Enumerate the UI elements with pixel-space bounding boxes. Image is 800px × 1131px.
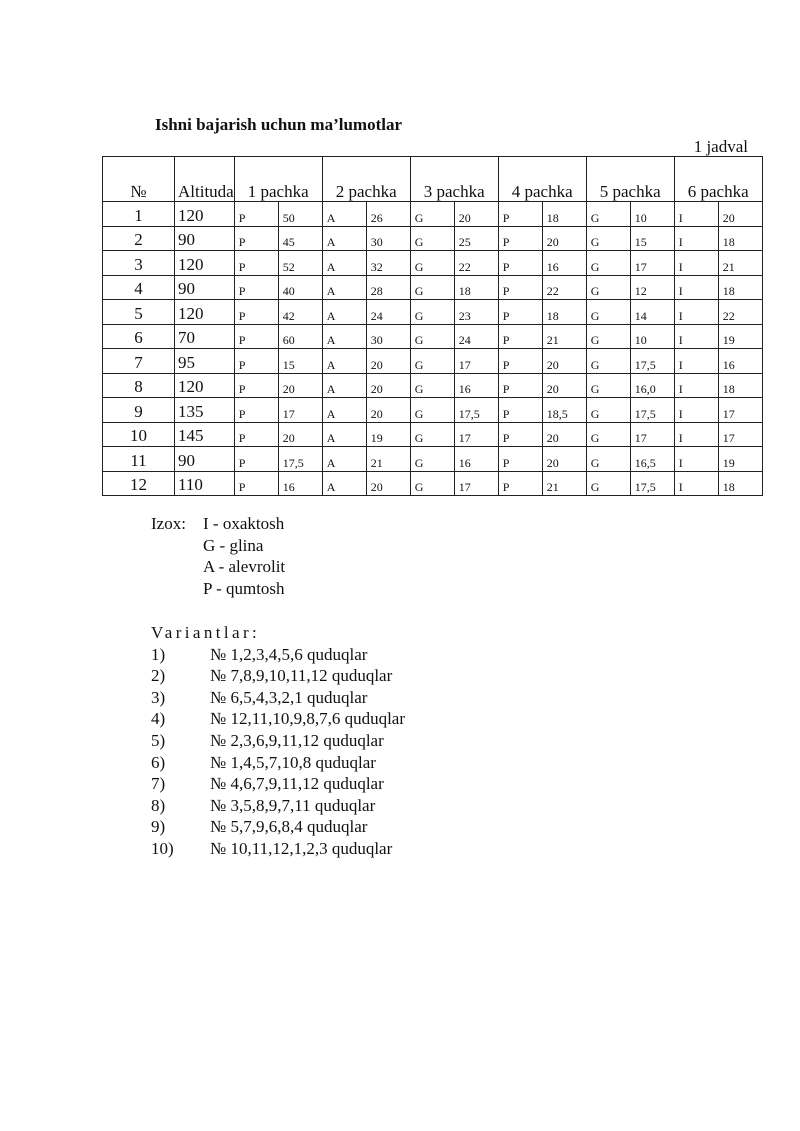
legend-item: I - oxaktosh — [203, 514, 285, 533]
thickness-cell: 50 — [278, 202, 322, 227]
well-number-cell: 5 — [103, 300, 175, 325]
lithology-cell: P — [498, 447, 542, 472]
lithology-cell: G — [586, 300, 630, 325]
header-group-3: 3 pachka — [410, 157, 498, 202]
thickness-cell: 21 — [542, 324, 586, 349]
well-number-cell: 9 — [103, 398, 175, 423]
thickness-cell: 20 — [278, 373, 322, 398]
altitude-cell: 110 — [175, 471, 235, 496]
thickness-cell: 26 — [366, 202, 410, 227]
thickness-cell: 18 — [718, 275, 762, 300]
lithology-cell: G — [586, 398, 630, 423]
lithology-cell: G — [410, 471, 454, 496]
lithology-cell: G — [410, 398, 454, 423]
table-row — [103, 398, 763, 423]
variant-item — [151, 730, 405, 752]
thickness-cell: 19 — [718, 447, 762, 472]
lithology-cell: P — [234, 202, 278, 227]
thickness-cell: 16 — [278, 471, 322, 496]
lithology-cell: G — [586, 422, 630, 447]
thickness-cell: 17 — [630, 422, 674, 447]
variant-number: 10) — [151, 838, 174, 858]
table-row — [103, 349, 763, 374]
thickness-cell: 18,5 — [542, 398, 586, 423]
thickness-cell: 17 — [454, 349, 498, 374]
thickness-cell: 14 — [630, 300, 674, 325]
lithology-cell: P — [498, 422, 542, 447]
thickness-cell: 16 — [454, 447, 498, 472]
well-number-cell: 11 — [103, 447, 175, 472]
lithology-cell: P — [498, 471, 542, 496]
lithology-cell: G — [410, 251, 454, 276]
lithology-cell: I — [674, 275, 718, 300]
variant-item — [151, 838, 405, 860]
header-group-2: 2 pachka — [322, 157, 410, 202]
thickness-cell: 19 — [718, 324, 762, 349]
lithology-cell: I — [674, 226, 718, 251]
lithology-cell: A — [322, 202, 366, 227]
lithology-cell: P — [234, 324, 278, 349]
lithology-cell: P — [234, 300, 278, 325]
thickness-cell: 17,5 — [454, 398, 498, 423]
lithology-cell: G — [410, 300, 454, 325]
thickness-cell: 18 — [454, 275, 498, 300]
thickness-cell: 20 — [542, 349, 586, 374]
variant-number: 7) — [151, 774, 166, 794]
lithology-cell: G — [410, 422, 454, 447]
thickness-cell: 20 — [542, 447, 586, 472]
thickness-cell: 16,5 — [630, 447, 674, 472]
lithology-cell: P — [498, 226, 542, 251]
thickness-cell: 28 — [366, 275, 410, 300]
thickness-cell: 42 — [278, 300, 322, 325]
variant-text: № 3,5,8,9,7,11 quduqlar — [210, 795, 376, 815]
variant-item — [151, 816, 405, 838]
lithology-cell: I — [674, 373, 718, 398]
variant-text: № 1,4,5,7,10,8 quduqlar — [210, 752, 376, 772]
well-number-cell: 8 — [103, 373, 175, 398]
thickness-cell: 10 — [630, 324, 674, 349]
document-title: Ishni bajarish uchun ma’lumotlar — [155, 115, 403, 134]
header-no: № — [103, 157, 175, 202]
altitude-cell: 90 — [175, 447, 235, 472]
legend-item: G - glina — [203, 535, 264, 555]
table-row — [103, 202, 763, 227]
lithology-cell: A — [322, 226, 366, 251]
lithology-cell: P — [498, 251, 542, 276]
thickness-cell: 21 — [366, 447, 410, 472]
thickness-cell: 21 — [718, 251, 762, 276]
thickness-cell: 45 — [278, 226, 322, 251]
variant-number: 6) — [151, 752, 166, 772]
altitude-cell: 120 — [175, 300, 235, 325]
lithology-cell: P — [498, 300, 542, 325]
thickness-cell: 17 — [278, 398, 322, 423]
legend-item: P - qumtosh — [203, 578, 285, 598]
lithology-cell: I — [674, 300, 718, 325]
altitude-cell: 120 — [175, 251, 235, 276]
thickness-cell: 18 — [542, 300, 586, 325]
variant-item — [151, 644, 405, 666]
lithology-cell: P — [498, 275, 542, 300]
lithology-cell: P — [234, 471, 278, 496]
lithology-cell: G — [586, 251, 630, 276]
table-row — [103, 300, 763, 325]
variants-list — [151, 622, 405, 860]
thickness-cell: 17 — [718, 422, 762, 447]
legend — [151, 513, 285, 599]
thickness-cell: 20 — [542, 373, 586, 398]
thickness-cell: 17,5 — [630, 349, 674, 374]
lithology-cell: I — [674, 398, 718, 423]
thickness-cell: 18 — [542, 202, 586, 227]
table-row — [103, 226, 763, 251]
table-row — [103, 422, 763, 447]
thickness-cell: 15 — [630, 226, 674, 251]
thickness-cell: 16,0 — [630, 373, 674, 398]
lithology-cell: G — [586, 373, 630, 398]
thickness-cell: 18 — [718, 226, 762, 251]
thickness-cell: 20 — [366, 471, 410, 496]
lithology-cell: G — [586, 226, 630, 251]
lithology-cell: A — [322, 300, 366, 325]
thickness-cell: 20 — [366, 373, 410, 398]
lithology-cell: A — [322, 373, 366, 398]
thickness-cell: 17 — [454, 422, 498, 447]
altitude-cell: 145 — [175, 422, 235, 447]
lithology-cell: G — [586, 275, 630, 300]
lithology-cell: I — [674, 422, 718, 447]
lithology-cell: A — [322, 471, 366, 496]
thickness-cell: 16 — [718, 349, 762, 374]
lithology-cell: A — [322, 324, 366, 349]
variant-item — [151, 752, 405, 774]
well-number-cell: 10 — [103, 422, 175, 447]
thickness-cell: 40 — [278, 275, 322, 300]
lithology-cell: A — [322, 251, 366, 276]
table-row — [103, 275, 763, 300]
lithology-cell: P — [498, 349, 542, 374]
lithology-cell: I — [674, 471, 718, 496]
variant-number: 2) — [151, 666, 166, 686]
variant-number: 5) — [151, 730, 166, 750]
lithology-cell: P — [498, 202, 542, 227]
table-row — [103, 251, 763, 276]
variants-heading: Variantlar: — [151, 623, 261, 642]
lithology-cell: G — [586, 202, 630, 227]
variant-number: 3) — [151, 687, 166, 707]
variant-text: № 4,6,7,9,11,12 quduqlar — [210, 774, 384, 794]
variant-number: 4) — [151, 709, 166, 729]
lithology-cell: P — [498, 324, 542, 349]
lithology-cell: A — [322, 447, 366, 472]
variant-number: 1) — [151, 644, 166, 664]
variant-item — [151, 687, 405, 709]
lithology-cell: G — [410, 349, 454, 374]
lithology-cell: A — [322, 349, 366, 374]
thickness-cell: 12 — [630, 275, 674, 300]
lithology-cell: P — [234, 251, 278, 276]
thickness-cell: 18 — [718, 471, 762, 496]
lithology-cell: P — [234, 373, 278, 398]
well-number-cell: 4 — [103, 275, 175, 300]
lithology-cell: P — [234, 275, 278, 300]
thickness-cell: 20 — [718, 202, 762, 227]
thickness-cell: 20 — [366, 349, 410, 374]
thickness-cell: 10 — [630, 202, 674, 227]
thickness-cell: 24 — [454, 324, 498, 349]
well-number-cell: 6 — [103, 324, 175, 349]
variant-number: 8) — [151, 795, 166, 815]
variant-item — [151, 795, 405, 817]
lithology-cell: P — [234, 349, 278, 374]
data-table — [102, 156, 763, 496]
thickness-cell: 22 — [542, 275, 586, 300]
variant-text: № 7,8,9,10,11,12 quduqlar — [210, 666, 393, 686]
header-group-5: 5 pachka — [586, 157, 674, 202]
header-group-6: 6 pachka — [674, 157, 762, 202]
lithology-cell: I — [674, 202, 718, 227]
lithology-cell: G — [586, 349, 630, 374]
well-number-cell: 7 — [103, 349, 175, 374]
thickness-cell: 22 — [454, 251, 498, 276]
altitude-cell: 70 — [175, 324, 235, 349]
thickness-cell: 17 — [630, 251, 674, 276]
table-row — [103, 373, 763, 398]
lithology-cell: P — [498, 398, 542, 423]
lithology-cell: A — [322, 275, 366, 300]
lithology-cell: I — [674, 324, 718, 349]
lithology-cell: P — [234, 226, 278, 251]
thickness-cell: 30 — [366, 226, 410, 251]
thickness-cell: 20 — [542, 226, 586, 251]
altitude-cell: 95 — [175, 349, 235, 374]
lithology-cell: G — [410, 226, 454, 251]
well-number-cell: 3 — [103, 251, 175, 276]
variant-item — [151, 708, 405, 730]
lithology-cell: G — [586, 324, 630, 349]
altitude-cell: 135 — [175, 398, 235, 423]
thickness-cell: 21 — [542, 471, 586, 496]
variant-text: № 10,11,12,1,2,3 quduqlar — [210, 838, 393, 858]
header-group-4: 4 pachka — [498, 157, 586, 202]
table-header-row — [103, 157, 763, 202]
thickness-cell: 18 — [718, 373, 762, 398]
lithology-cell: G — [410, 447, 454, 472]
lithology-cell: P — [234, 398, 278, 423]
variant-item — [151, 665, 405, 687]
thickness-cell: 16 — [454, 373, 498, 398]
altitude-cell: 90 — [175, 275, 235, 300]
lithology-cell: A — [322, 422, 366, 447]
thickness-cell: 30 — [366, 324, 410, 349]
lithology-cell: G — [410, 324, 454, 349]
thickness-cell: 25 — [454, 226, 498, 251]
well-number-cell: 1 — [103, 202, 175, 227]
legend-item: A - alevrolit — [203, 557, 286, 576]
header-altitude: Altituda — [175, 157, 235, 202]
lithology-cell: P — [234, 422, 278, 447]
thickness-cell: 60 — [278, 324, 322, 349]
thickness-cell: 17,5 — [630, 398, 674, 423]
thickness-cell: 52 — [278, 251, 322, 276]
thickness-cell: 20 — [278, 422, 322, 447]
thickness-cell: 23 — [454, 300, 498, 325]
altitude-cell: 90 — [175, 226, 235, 251]
thickness-cell: 24 — [366, 300, 410, 325]
lithology-cell: G — [586, 447, 630, 472]
thickness-cell: 20 — [366, 398, 410, 423]
table-row — [103, 447, 763, 472]
table-row — [103, 471, 763, 496]
variant-text: № 12,11,10,9,8,7,6 quduqlar — [210, 709, 406, 729]
well-number-cell: 2 — [103, 226, 175, 251]
lithology-cell: P — [498, 373, 542, 398]
well-number-cell: 12 — [103, 471, 175, 496]
thickness-cell: 20 — [542, 422, 586, 447]
table-row — [103, 324, 763, 349]
thickness-cell: 17 — [454, 471, 498, 496]
thickness-cell: 32 — [366, 251, 410, 276]
thickness-cell: 16 — [542, 251, 586, 276]
table-label: 1 jadval — [693, 137, 748, 156]
legend-label: Izox: — [151, 514, 186, 533]
lithology-cell: A — [322, 398, 366, 423]
lithology-cell: G — [410, 373, 454, 398]
lithology-cell: I — [674, 251, 718, 276]
variant-item — [151, 773, 405, 795]
variant-text: № 1,2,3,4,5,6 quduqlar — [210, 644, 368, 664]
lithology-cell: G — [410, 202, 454, 227]
altitude-cell: 120 — [175, 202, 235, 227]
lithology-cell: G — [586, 471, 630, 496]
variant-text: № 6,5,4,3,2,1 quduqlar — [210, 687, 368, 707]
table-body — [103, 202, 763, 496]
thickness-cell: 17,5 — [278, 447, 322, 472]
altitude-cell: 120 — [175, 373, 235, 398]
thickness-cell: 15 — [278, 349, 322, 374]
lithology-cell: G — [410, 275, 454, 300]
variant-text: № 5,7,9,6,8,4 quduqlar — [210, 817, 368, 837]
lithology-cell: P — [234, 447, 278, 472]
thickness-cell: 22 — [718, 300, 762, 325]
lithology-cell: I — [674, 349, 718, 374]
lithology-cell: I — [674, 447, 718, 472]
variant-text: № 2,3,6,9,11,12 quduqlar — [210, 730, 384, 750]
variant-number: 9) — [151, 817, 166, 837]
thickness-cell: 17,5 — [630, 471, 674, 496]
thickness-cell: 20 — [454, 202, 498, 227]
thickness-cell: 17 — [718, 398, 762, 423]
thickness-cell: 19 — [366, 422, 410, 447]
header-group-1: 1 pachka — [234, 157, 322, 202]
